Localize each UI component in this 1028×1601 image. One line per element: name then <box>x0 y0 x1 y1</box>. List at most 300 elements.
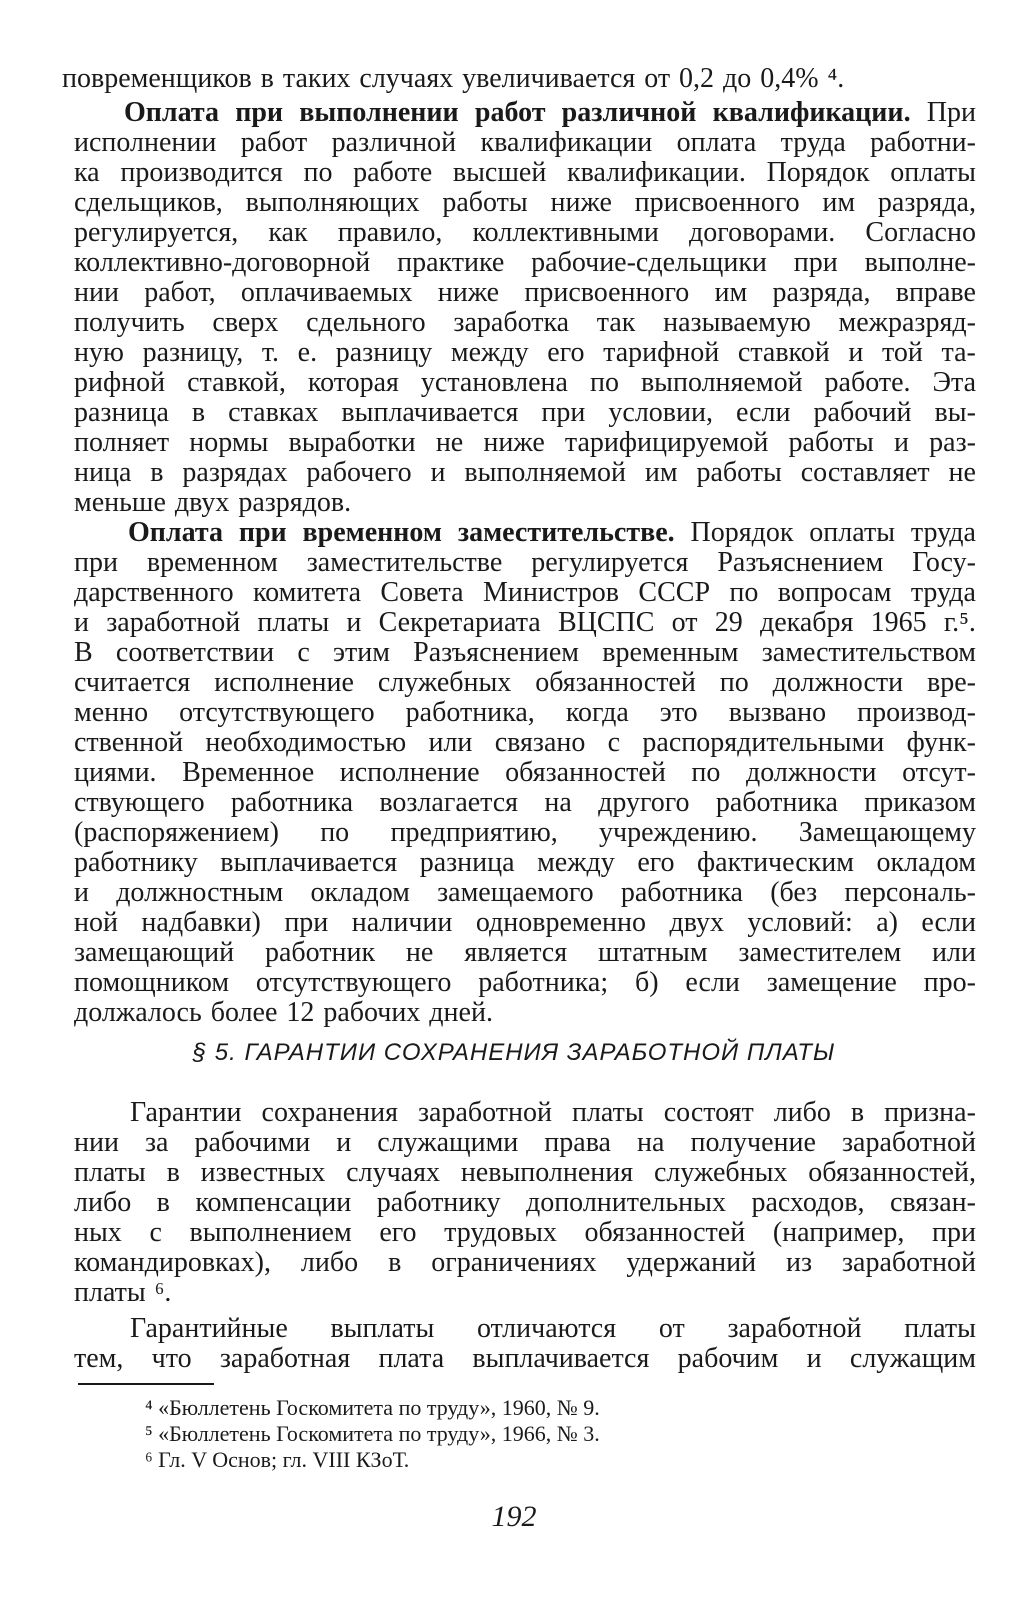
word: считается <box>74 668 191 698</box>
word: рифной <box>74 368 166 398</box>
word: на <box>544 788 572 818</box>
word: более <box>210 998 278 1028</box>
word: выплаты <box>330 1314 435 1344</box>
word: по <box>719 668 749 698</box>
word: сдельного <box>306 308 426 338</box>
text-line <box>74 1248 976 1278</box>
word: которая <box>307 368 399 398</box>
word: исполнение <box>214 668 354 698</box>
word: в <box>166 1158 180 1188</box>
word: менно <box>74 698 149 728</box>
word: платы <box>257 608 330 638</box>
text-line <box>74 368 976 398</box>
word: меньше <box>74 488 166 518</box>
word: необходимостью <box>205 728 407 758</box>
text-line <box>74 878 976 908</box>
text-line <box>74 428 976 458</box>
footnote: ⁵ «Бюллетень Госкомитета по труду», 1966, № 3. <box>145 1421 600 1446</box>
word: окладом <box>876 848 976 878</box>
word: если <box>921 908 976 938</box>
word: штатным <box>597 938 708 968</box>
text-line <box>74 308 976 338</box>
word: работе <box>353 158 433 188</box>
word: соответствии <box>115 638 275 668</box>
text-line <box>74 548 976 578</box>
word: Разъяснением <box>717 548 884 578</box>
word: связано <box>494 728 586 758</box>
footnote-divider <box>78 1383 214 1385</box>
word: разницу <box>335 338 433 368</box>
word: ниже <box>437 278 500 308</box>
text-line <box>74 668 976 698</box>
word: по <box>589 368 619 398</box>
word: ных <box>74 1218 122 1248</box>
word: ной <box>74 908 118 938</box>
word: дней. <box>429 998 493 1028</box>
word: Порядок <box>690 518 794 548</box>
word: возлагается <box>379 788 519 818</box>
word: сдельщиков, <box>74 188 223 218</box>
word: ница <box>74 458 132 488</box>
word: Замещающему <box>798 818 976 848</box>
text-line <box>74 248 976 278</box>
word: коллективными <box>472 218 659 248</box>
text-line-bold-lead <box>124 98 976 128</box>
word: сохранения <box>261 1098 398 1128</box>
word: различной <box>561 98 697 128</box>
word: увеличивается <box>462 64 636 94</box>
word: работник <box>264 938 376 968</box>
word: 0,2 <box>679 64 715 94</box>
word: заместителем <box>738 938 902 968</box>
text-line <box>74 188 976 218</box>
word: при <box>793 248 838 278</box>
word: договорами. <box>689 218 836 248</box>
word: рабочим <box>677 1344 779 1374</box>
word: при <box>74 548 118 578</box>
word: разряда, <box>772 278 871 308</box>
word: этим <box>332 638 390 668</box>
word: при <box>235 98 284 128</box>
word: рабочими <box>194 1128 311 1158</box>
word: заместительстве. <box>457 518 675 548</box>
word: квалификации <box>480 128 653 158</box>
word: ствующего <box>74 788 205 818</box>
word: и <box>336 1128 352 1158</box>
word: известных <box>200 1158 326 1188</box>
word: выполняемой <box>464 458 626 488</box>
word: платы <box>904 1314 976 1344</box>
text-line <box>74 128 976 158</box>
word: условии, <box>608 398 713 428</box>
word: ограничениях <box>431 1248 597 1278</box>
word: при <box>238 518 287 548</box>
word: из <box>786 1248 813 1278</box>
word: заместительством <box>761 638 976 668</box>
word: работни- <box>870 128 976 158</box>
word: выработки <box>288 428 416 458</box>
word: должностным <box>116 878 284 908</box>
word: случаях <box>346 1158 440 1188</box>
word: ставках <box>228 398 319 428</box>
text-line <box>74 698 976 728</box>
word: работе. <box>824 368 911 398</box>
text-line <box>74 458 976 488</box>
word: обязанностей <box>505 758 666 788</box>
word: выплачивается <box>472 1344 650 1374</box>
word: Оплата <box>128 518 223 548</box>
word: исполнение <box>339 758 480 788</box>
word: невыполнения <box>460 1158 634 1188</box>
word: до <box>723 64 752 94</box>
word: заместительстве <box>306 548 503 578</box>
word: коллективно-договорной <box>74 248 371 278</box>
word: рабочих <box>323 998 421 1028</box>
word: отличаются <box>477 1314 617 1344</box>
word: замещение <box>766 968 897 998</box>
word: СССР <box>638 578 711 608</box>
word: помощником <box>74 968 230 998</box>
word: платы <box>571 1098 644 1128</box>
word: учреждению. <box>599 818 758 848</box>
word: так <box>596 308 636 338</box>
word: работ, <box>144 278 216 308</box>
word: При <box>926 98 976 128</box>
text-line <box>74 1278 976 1308</box>
word: по <box>691 758 721 788</box>
text-line <box>74 788 976 818</box>
text-line <box>74 578 976 608</box>
word: отсут- <box>902 758 976 788</box>
word: отсутствующего <box>179 698 375 728</box>
word: что <box>151 1344 192 1374</box>
word: работ <box>240 128 308 158</box>
footnote: ⁴ «Бюллетень Госкомитета по труду», 1960, № 9. <box>145 1395 600 1420</box>
word: не <box>948 458 976 488</box>
word: или <box>932 938 976 968</box>
word: получение <box>690 1128 816 1158</box>
word: им <box>822 188 856 218</box>
word: когда <box>565 698 629 728</box>
word: ВЦСПС <box>557 608 655 638</box>
word: Министров <box>482 578 620 608</box>
text-line <box>74 818 976 848</box>
text-line <box>74 158 976 188</box>
word: призна- <box>884 1098 976 1128</box>
word: разницу, <box>142 338 244 368</box>
word: тарифной <box>603 338 720 368</box>
word: функ- <box>906 728 976 758</box>
word: т. <box>261 338 279 368</box>
word: раз- <box>929 428 976 458</box>
word: выполняемой <box>640 368 803 398</box>
word: составляет <box>800 458 930 488</box>
word: работника, <box>405 698 535 728</box>
word: предприятию, <box>390 818 558 848</box>
word: межразряд- <box>838 308 976 338</box>
word: вы- <box>934 398 976 428</box>
word: дарственного <box>74 578 234 608</box>
word: е. <box>297 338 318 368</box>
word: регулируется <box>531 548 689 578</box>
text-line <box>74 398 976 428</box>
word: служебных <box>377 668 512 698</box>
word: 0,4% <box>760 64 819 94</box>
word: персональ- <box>844 878 976 908</box>
text-line <box>74 218 976 248</box>
word: двух <box>669 908 724 938</box>
text-line <box>130 1314 976 1344</box>
word: или <box>428 728 473 758</box>
word: либо <box>300 1248 359 1278</box>
word: в <box>260 64 274 94</box>
word: та- <box>941 338 976 368</box>
word: права <box>544 1128 611 1158</box>
word: компенсации <box>195 1188 352 1218</box>
word: таких <box>282 64 351 94</box>
word: на <box>637 1128 665 1158</box>
word: с <box>149 1218 162 1248</box>
word: если <box>736 398 791 428</box>
word: ственной <box>74 728 184 758</box>
word: труда <box>780 128 846 158</box>
word: разница <box>74 398 169 428</box>
word: выполняющих <box>245 188 420 218</box>
section-heading: § 5. ГАРАНТИИ СОХРАНЕНИЯ ЗАРАБОТНОЙ ПЛАТЫ <box>192 1039 836 1066</box>
word: расходов, <box>751 1188 865 1218</box>
word: заработной <box>727 1314 862 1344</box>
word: работ <box>474 98 546 128</box>
word: присвоенного <box>634 188 800 218</box>
word: полняет <box>74 428 170 458</box>
word: рабочего <box>306 458 412 488</box>
word: окладом <box>310 878 410 908</box>
word: случаях <box>359 64 454 94</box>
word: работника <box>230 788 354 818</box>
word: Оплата <box>124 98 219 128</box>
word: не <box>435 428 464 458</box>
text-line <box>74 1158 976 1188</box>
word: должности <box>746 758 877 788</box>
word: им <box>714 278 748 308</box>
word: заработной <box>106 608 241 638</box>
word: выплачивается <box>220 848 398 878</box>
word: заработка <box>453 308 570 338</box>
word: циями. <box>74 758 157 788</box>
word: и <box>74 878 89 908</box>
text-line <box>62 64 976 94</box>
word: разряда, <box>877 188 976 218</box>
word: его <box>637 848 675 878</box>
word: между <box>537 848 615 878</box>
word: распорядительными <box>642 728 885 758</box>
text-line <box>130 1098 976 1128</box>
word: той <box>882 338 923 368</box>
word: разрядах <box>182 458 288 488</box>
word: сверх <box>212 308 279 338</box>
word: является <box>464 938 568 968</box>
word: работнику <box>74 848 198 878</box>
word: выполне- <box>864 248 976 278</box>
word: от <box>671 608 698 638</box>
word: фактическим <box>697 848 854 878</box>
word: тем, <box>74 1344 124 1374</box>
word: надбавки) <box>141 908 261 938</box>
word: Временное <box>182 758 315 788</box>
word: нии <box>74 278 119 308</box>
word: его <box>379 1218 417 1248</box>
word: выполнении <box>299 98 459 128</box>
word: заработная <box>219 1344 351 1374</box>
word: ниже <box>550 188 612 218</box>
text-line <box>74 728 976 758</box>
word: ставкой <box>737 338 830 368</box>
word: отсутствующего <box>255 968 452 998</box>
word: и <box>848 338 864 368</box>
word: выплачивается <box>341 398 519 428</box>
word: в <box>850 1098 865 1128</box>
text-line-bold-lead <box>128 518 976 548</box>
word: им <box>644 458 678 488</box>
word: исполнении <box>74 128 217 158</box>
word: оплаты <box>890 158 976 188</box>
word: оплачиваемых <box>240 278 413 308</box>
word: платы <box>74 1158 146 1188</box>
word: рабочий <box>813 398 912 428</box>
word: ставкой, <box>187 368 286 398</box>
word: наличии <box>351 908 453 938</box>
word: и <box>894 428 909 458</box>
word: квалификации. <box>567 158 746 188</box>
word: работнику <box>376 1188 501 1218</box>
word: Гарантийные <box>130 1314 288 1344</box>
word: разрядов. <box>238 488 352 518</box>
word: установлена <box>420 368 568 398</box>
word: выполнением <box>189 1218 352 1248</box>
text-line <box>74 848 976 878</box>
word: это <box>659 698 698 728</box>
word: в <box>388 1248 402 1278</box>
word: (например, <box>772 1218 905 1248</box>
word: либо <box>74 1188 132 1218</box>
word: дополнительных <box>525 1188 726 1218</box>
word: служебных <box>653 1158 788 1188</box>
text-line <box>74 638 976 668</box>
word: приказом <box>864 788 976 818</box>
word: заработной <box>841 1248 976 1278</box>
word: Гарантии <box>130 1098 242 1128</box>
word: в <box>191 398 206 428</box>
word: ⁴. <box>827 64 845 94</box>
word: г.⁵. <box>943 608 976 638</box>
word: служащими <box>377 1128 519 1158</box>
word: Госу- <box>912 548 976 578</box>
word: замещающий <box>74 938 235 968</box>
word: оплаты <box>809 518 896 548</box>
word: либо <box>773 1098 831 1128</box>
word: работы <box>442 188 528 218</box>
word: обязанностей, <box>808 1158 976 1188</box>
word: В <box>74 638 93 668</box>
word: удержаний <box>626 1248 757 1278</box>
word: вопросам <box>777 578 892 608</box>
word: по <box>320 818 350 848</box>
word: условий: <box>747 908 853 938</box>
text-line <box>74 608 976 638</box>
word: временном <box>146 548 278 578</box>
word: за <box>144 1128 169 1158</box>
word: б) <box>634 968 659 998</box>
word: состоят <box>663 1098 754 1128</box>
word: регулируется, <box>74 218 239 248</box>
word: в <box>156 1188 170 1218</box>
word: работника <box>715 788 838 818</box>
page-number: 192 <box>491 1500 537 1533</box>
word: (без <box>770 878 818 908</box>
word: трудовых <box>444 1218 557 1248</box>
word: двух <box>174 488 230 518</box>
word: высшей <box>452 158 547 188</box>
word: другого <box>598 788 690 818</box>
word: Согласно <box>865 218 976 248</box>
word: Секретариата <box>378 608 541 638</box>
text-line <box>74 908 976 938</box>
word: Совета <box>380 578 464 608</box>
word: тарифицируемой <box>564 428 769 458</box>
word: Разъяснением <box>413 638 580 668</box>
word: одновременно <box>475 908 647 938</box>
text-line <box>74 338 976 368</box>
word: замещаемого <box>437 878 594 908</box>
word: если <box>685 968 740 998</box>
word: вре- <box>927 668 976 698</box>
word: ную <box>74 338 124 368</box>
text-line <box>74 1344 976 1374</box>
word: разница <box>419 848 515 878</box>
word: комитета <box>252 578 361 608</box>
word: как <box>268 218 308 248</box>
word: Порядок <box>766 158 870 188</box>
word: 29 <box>714 608 743 638</box>
text-line <box>74 758 976 788</box>
word: ка <box>74 158 100 188</box>
text-line <box>74 1128 976 1158</box>
word: между <box>450 338 529 368</box>
word: плата <box>378 1344 445 1374</box>
word: с <box>297 638 310 668</box>
word: оплата <box>676 128 757 158</box>
word: с <box>607 728 621 758</box>
word: различной <box>331 128 457 158</box>
word: и <box>806 1344 822 1374</box>
word: ⁶. <box>154 1278 172 1308</box>
word: производ- <box>857 698 976 728</box>
word: и <box>74 608 89 638</box>
word: заработной <box>417 1098 552 1128</box>
word: и <box>346 608 362 638</box>
word: обязанностей <box>584 1218 746 1248</box>
word: а) <box>876 908 898 938</box>
word: должности <box>772 668 904 698</box>
word: называемую <box>663 308 811 338</box>
word: командировках), <box>74 1248 271 1278</box>
word: не <box>405 938 434 968</box>
word: от <box>644 64 671 94</box>
word: присвоенного <box>524 278 690 308</box>
word: работника; <box>478 968 609 998</box>
word: служащим <box>849 1344 976 1374</box>
word: при <box>284 908 329 938</box>
